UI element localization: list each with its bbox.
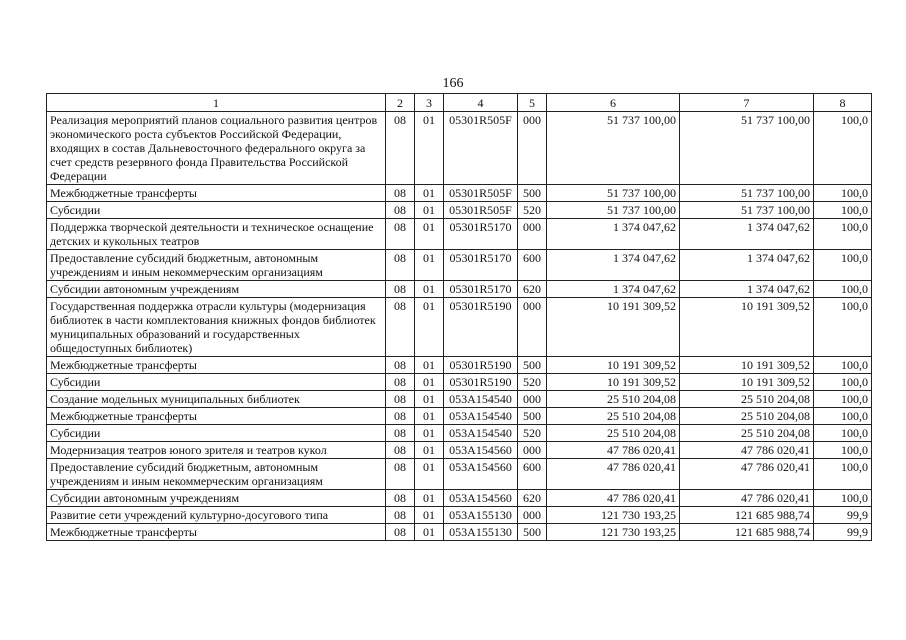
subsection-code: 01 bbox=[415, 357, 444, 374]
section-code: 08 bbox=[386, 374, 415, 391]
execution-percent: 100,0 bbox=[814, 219, 872, 250]
header-cell-3: 3 bbox=[415, 94, 444, 112]
item-name: Поддержка творческой деятельности и техническое оснащение детских и кукольных театров bbox=[47, 219, 386, 250]
section-code: 08 bbox=[386, 391, 415, 408]
execution-percent: 99,9 bbox=[814, 507, 872, 524]
table-row bbox=[47, 408, 872, 425]
target-article-code: 053A154560 bbox=[444, 459, 518, 490]
table-row bbox=[47, 442, 872, 459]
execution-percent: 99,9 bbox=[814, 524, 872, 541]
expense-type-code: 620 bbox=[518, 490, 547, 507]
item-name: Субсидии автономным учреждениям bbox=[47, 281, 386, 298]
header-cell-1: 1 bbox=[47, 94, 386, 112]
expense-type-code: 000 bbox=[518, 112, 547, 185]
subsection-code: 01 bbox=[415, 219, 444, 250]
executed-amount: 47 786 020,41 bbox=[680, 442, 814, 459]
subsection-code: 01 bbox=[415, 490, 444, 507]
subsection-code: 01 bbox=[415, 250, 444, 281]
header-cell-5: 5 bbox=[518, 94, 547, 112]
table-row bbox=[47, 281, 872, 298]
expense-type-code: 520 bbox=[518, 202, 547, 219]
section-code: 08 bbox=[386, 202, 415, 219]
executed-amount: 10 191 309,52 bbox=[680, 374, 814, 391]
executed-amount: 47 786 020,41 bbox=[680, 459, 814, 490]
target-article-code: 053A154560 bbox=[444, 442, 518, 459]
section-code: 08 bbox=[386, 425, 415, 442]
target-article-code: 053A154560 bbox=[444, 490, 518, 507]
executed-amount: 51 737 100,00 bbox=[680, 112, 814, 185]
execution-percent: 100,0 bbox=[814, 298, 872, 357]
target-article-code: 05301R5190 bbox=[444, 298, 518, 357]
executed-amount: 25 510 204,08 bbox=[680, 408, 814, 425]
section-code: 08 bbox=[386, 250, 415, 281]
section-code: 08 bbox=[386, 490, 415, 507]
section-code: 08 bbox=[386, 459, 415, 490]
expense-type-code: 500 bbox=[518, 185, 547, 202]
planned-amount: 51 737 100,00 bbox=[547, 112, 680, 185]
subsection-code: 01 bbox=[415, 185, 444, 202]
item-name: Государственная поддержка отрасли культуры (модернизация библиотек в части комплектования книжных фондов библиотек муниципальных образований и государственных общедоступных библиотек) bbox=[47, 298, 386, 357]
section-code: 08 bbox=[386, 408, 415, 425]
subsection-code: 01 bbox=[415, 374, 444, 391]
execution-percent: 100,0 bbox=[814, 442, 872, 459]
executed-amount: 51 737 100,00 bbox=[680, 185, 814, 202]
planned-amount: 47 786 020,41 bbox=[547, 490, 680, 507]
item-name: Субсидии bbox=[47, 202, 386, 219]
subsection-code: 01 bbox=[415, 507, 444, 524]
planned-amount: 25 510 204,08 bbox=[547, 408, 680, 425]
table-row bbox=[47, 112, 872, 185]
execution-percent: 100,0 bbox=[814, 112, 872, 185]
execution-percent: 100,0 bbox=[814, 490, 872, 507]
table-row bbox=[47, 459, 872, 490]
item-name: Развитие сети учреждений культурно-досугового типа bbox=[47, 507, 386, 524]
table-row bbox=[47, 425, 872, 442]
expense-type-code: 000 bbox=[518, 442, 547, 459]
target-article-code: 05301R5170 bbox=[444, 250, 518, 281]
section-code: 08 bbox=[386, 281, 415, 298]
planned-amount: 121 730 193,25 bbox=[547, 507, 680, 524]
execution-percent: 100,0 bbox=[814, 374, 872, 391]
execution-percent: 100,0 bbox=[814, 202, 872, 219]
expense-type-code: 000 bbox=[518, 391, 547, 408]
planned-amount: 1 374 047,62 bbox=[547, 250, 680, 281]
expense-type-code: 600 bbox=[518, 459, 547, 490]
item-name: Модернизация театров юного зрителя и театров кукол bbox=[47, 442, 386, 459]
execution-percent: 100,0 bbox=[814, 425, 872, 442]
subsection-code: 01 bbox=[415, 408, 444, 425]
item-name: Создание модельных муниципальных библиотек bbox=[47, 391, 386, 408]
expense-type-code: 620 bbox=[518, 281, 547, 298]
planned-amount: 121 730 193,25 bbox=[547, 524, 680, 541]
target-article-code: 05301R5170 bbox=[444, 219, 518, 250]
executed-amount: 1 374 047,62 bbox=[680, 281, 814, 298]
target-article-code: 053A154540 bbox=[444, 408, 518, 425]
item-name: Межбюджетные трансферты bbox=[47, 408, 386, 425]
executed-amount: 1 374 047,62 bbox=[680, 250, 814, 281]
executed-amount: 10 191 309,52 bbox=[680, 298, 814, 357]
target-article-code: 053A155130 bbox=[444, 524, 518, 541]
header-row bbox=[47, 94, 872, 112]
subsection-code: 01 bbox=[415, 459, 444, 490]
header-cell-6: 6 bbox=[547, 94, 680, 112]
section-code: 08 bbox=[386, 298, 415, 357]
expense-type-code: 000 bbox=[518, 298, 547, 357]
section-code: 08 bbox=[386, 442, 415, 459]
table-row bbox=[47, 202, 872, 219]
planned-amount: 1 374 047,62 bbox=[547, 219, 680, 250]
target-article-code: 053A154540 bbox=[444, 425, 518, 442]
target-article-code: 05301R505F bbox=[444, 202, 518, 219]
expense-type-code: 520 bbox=[518, 374, 547, 391]
subsection-code: 01 bbox=[415, 281, 444, 298]
target-article-code: 053A155130 bbox=[444, 507, 518, 524]
execution-percent: 100,0 bbox=[814, 281, 872, 298]
section-code: 08 bbox=[386, 185, 415, 202]
target-article-code: 05301R505F bbox=[444, 185, 518, 202]
subsection-code: 01 bbox=[415, 202, 444, 219]
executed-amount: 121 685 988,74 bbox=[680, 524, 814, 541]
execution-percent: 100,0 bbox=[814, 357, 872, 374]
expense-type-code: 600 bbox=[518, 250, 547, 281]
planned-amount: 1 374 047,62 bbox=[547, 281, 680, 298]
planned-amount: 47 786 020,41 bbox=[547, 442, 680, 459]
executed-amount: 1 374 047,62 bbox=[680, 219, 814, 250]
header-cell-8: 8 bbox=[814, 94, 872, 112]
header-cell-4: 4 bbox=[444, 94, 518, 112]
table-row bbox=[47, 185, 872, 202]
target-article-code: 05301R505F bbox=[444, 112, 518, 185]
planned-amount: 10 191 309,52 bbox=[547, 357, 680, 374]
item-name: Предоставление субсидий бюджетным, автономным учреждениям и иным некоммерческим организациям bbox=[47, 459, 386, 490]
execution-percent: 100,0 bbox=[814, 408, 872, 425]
planned-amount: 25 510 204,08 bbox=[547, 391, 680, 408]
planned-amount: 51 737 100,00 bbox=[547, 185, 680, 202]
expense-type-code: 000 bbox=[518, 507, 547, 524]
planned-amount: 47 786 020,41 bbox=[547, 459, 680, 490]
planned-amount: 10 191 309,52 bbox=[547, 298, 680, 357]
subsection-code: 01 bbox=[415, 442, 444, 459]
target-article-code: 05301R5170 bbox=[444, 281, 518, 298]
header-cell-2: 2 bbox=[386, 94, 415, 112]
executed-amount: 25 510 204,08 bbox=[680, 425, 814, 442]
executed-amount: 51 737 100,00 bbox=[680, 202, 814, 219]
executed-amount: 121 685 988,74 bbox=[680, 507, 814, 524]
item-name: Межбюджетные трансферты bbox=[47, 357, 386, 374]
expense-type-code: 000 bbox=[518, 219, 547, 250]
table-row bbox=[47, 524, 872, 541]
table-row bbox=[47, 250, 872, 281]
executed-amount: 25 510 204,08 bbox=[680, 391, 814, 408]
table-row bbox=[47, 507, 872, 524]
section-code: 08 bbox=[386, 357, 415, 374]
item-name: Межбюджетные трансферты bbox=[47, 185, 386, 202]
item-name: Субсидии bbox=[47, 374, 386, 391]
subsection-code: 01 bbox=[415, 391, 444, 408]
subsection-code: 01 bbox=[415, 524, 444, 541]
subsection-code: 01 bbox=[415, 298, 444, 357]
planned-amount: 10 191 309,52 bbox=[547, 374, 680, 391]
table-row bbox=[47, 490, 872, 507]
item-name: Реализация мероприятий планов социального развития центров экономического роста субъектов Российской Федерации, входящих в состав Дальневосточного федерального округа за счет средств резервного фонда Правительства Российской Федерации bbox=[47, 112, 386, 185]
execution-percent: 100,0 bbox=[814, 391, 872, 408]
page-number: 166 bbox=[442, 76, 464, 91]
item-name: Межбюджетные трансферты bbox=[47, 524, 386, 541]
budget-table bbox=[46, 93, 872, 541]
executed-amount: 47 786 020,41 bbox=[680, 490, 814, 507]
target-article-code: 05301R5190 bbox=[444, 374, 518, 391]
section-code: 08 bbox=[386, 524, 415, 541]
planned-amount: 51 737 100,00 bbox=[547, 202, 680, 219]
subsection-code: 01 bbox=[415, 112, 444, 185]
execution-percent: 100,0 bbox=[814, 459, 872, 490]
section-code: 08 bbox=[386, 219, 415, 250]
target-article-code: 053A154540 bbox=[444, 391, 518, 408]
expense-type-code: 520 bbox=[518, 425, 547, 442]
table-row bbox=[47, 357, 872, 374]
expense-type-code: 500 bbox=[518, 524, 547, 541]
target-article-code: 05301R5190 bbox=[444, 357, 518, 374]
executed-amount: 10 191 309,52 bbox=[680, 357, 814, 374]
subsection-code: 01 bbox=[415, 425, 444, 442]
section-code: 08 bbox=[386, 507, 415, 524]
item-name: Предоставление субсидий бюджетным, автономным учреждениям и иным некоммерческим организациям bbox=[47, 250, 386, 281]
table-row bbox=[47, 298, 872, 357]
expense-type-code: 500 bbox=[518, 357, 547, 374]
table-row bbox=[47, 219, 872, 250]
planned-amount: 25 510 204,08 bbox=[547, 425, 680, 442]
item-name: Субсидии bbox=[47, 425, 386, 442]
table-row bbox=[47, 374, 872, 391]
execution-percent: 100,0 bbox=[814, 185, 872, 202]
item-name: Субсидии автономным учреждениям bbox=[47, 490, 386, 507]
expense-type-code: 500 bbox=[518, 408, 547, 425]
table-row bbox=[47, 391, 872, 408]
execution-percent: 100,0 bbox=[814, 250, 872, 281]
header-cell-7: 7 bbox=[680, 94, 814, 112]
section-code: 08 bbox=[386, 112, 415, 185]
